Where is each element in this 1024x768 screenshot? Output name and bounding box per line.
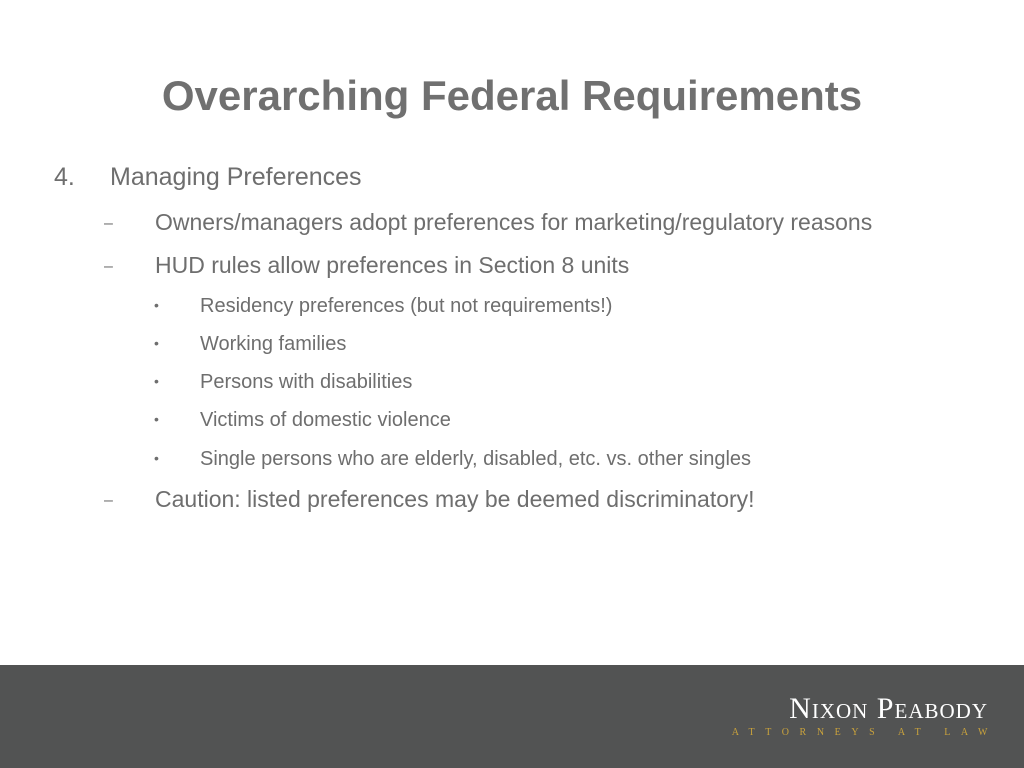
bullet-marker: • bbox=[154, 411, 159, 427]
preference-item bbox=[154, 446, 751, 471]
dash-marker: – bbox=[104, 215, 113, 232]
dash-marker: – bbox=[104, 492, 113, 509]
caution-text: Caution: listed preferences may be deemed discriminatory! bbox=[155, 486, 755, 512]
sub-item-owners bbox=[104, 208, 872, 238]
preference-text: Victims of domestic violence bbox=[200, 409, 451, 431]
preference-text: Persons with disabilities bbox=[200, 371, 413, 393]
section-number: 4. bbox=[54, 163, 75, 191]
bullet-marker: • bbox=[154, 335, 159, 351]
firm-logo bbox=[731, 692, 998, 739]
footer-bar bbox=[0, 665, 1024, 768]
sub-item-hud bbox=[104, 251, 629, 281]
preference-text: Residency preferences (but not requirements!) bbox=[200, 295, 613, 317]
preference-item bbox=[154, 293, 612, 318]
section-label: Managing Preferences bbox=[110, 163, 362, 191]
bullet-marker: • bbox=[154, 297, 159, 313]
firm-name: Nixon Peabody bbox=[789, 692, 988, 725]
preference-item bbox=[154, 407, 451, 432]
sub-item-text: Owners/managers adopt preferences for marketing/regulatory reasons bbox=[155, 209, 873, 235]
bullet-marker: • bbox=[154, 373, 159, 389]
firm-tagline: ATTORNEYS AT LAW bbox=[731, 727, 998, 738]
preference-item bbox=[154, 331, 346, 356]
section-heading bbox=[54, 162, 362, 192]
slide-title: Overarching Federal Requirements bbox=[161, 72, 863, 119]
preference-item bbox=[154, 369, 412, 394]
sub-item-caution bbox=[104, 485, 755, 515]
preference-text: Single persons who are elderly, disabled, etc. vs. other singles bbox=[200, 448, 752, 470]
bullet-marker: • bbox=[154, 450, 159, 466]
dash-marker: – bbox=[104, 258, 113, 275]
preference-text: Working families bbox=[200, 333, 347, 355]
sub-item-text: HUD rules allow preferences in Section 8 units bbox=[155, 252, 630, 278]
